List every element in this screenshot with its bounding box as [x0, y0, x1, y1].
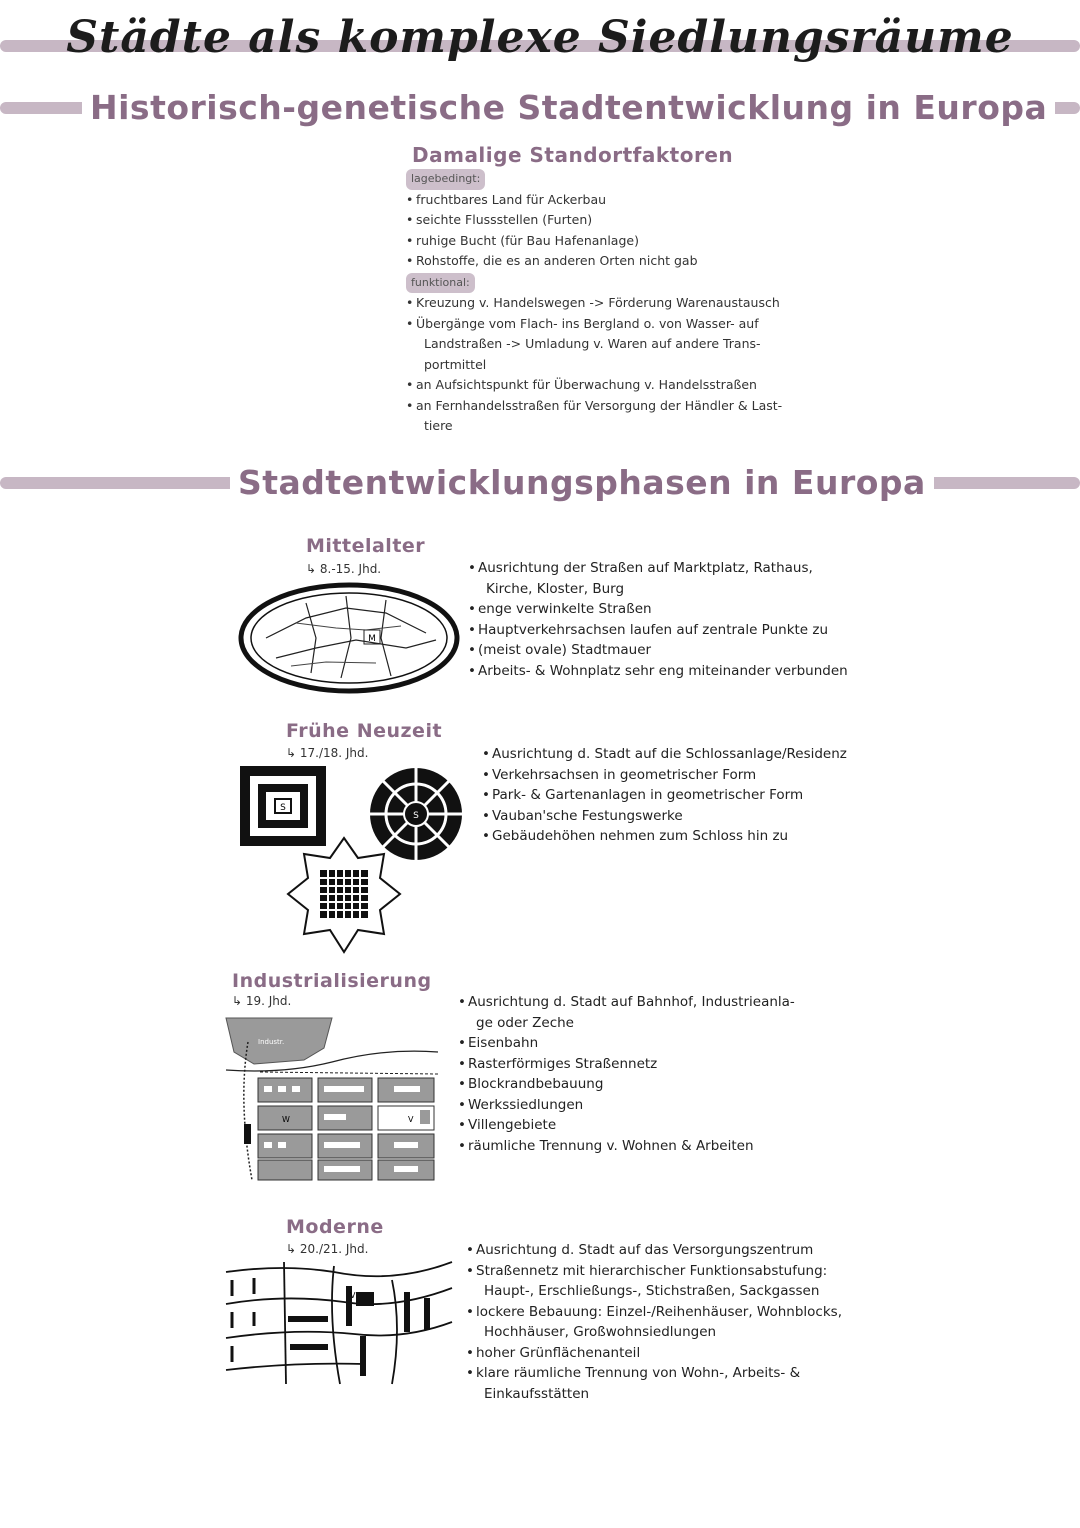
- list-item: • Blockrandbebauung: [458, 1074, 795, 1095]
- list-item: ge oder Zeche: [476, 1014, 574, 1031]
- list-item: • Kreuzung v. Handelswegen -> Förderung Warenaustausch: [406, 293, 782, 314]
- list-item: • Übergänge vom Flach- ins Bergland o. von Wasser- auf: [406, 314, 782, 335]
- list-item: • (meist ovale) Stadtmauer: [468, 640, 848, 661]
- industry-label: Industr.: [258, 1038, 285, 1046]
- list-item: • Ausrichtung der Straßen auf Marktplatz, Rathaus,: [468, 558, 848, 579]
- list-item: • Straßennetz mit hierarchischer Funktionsabstufung:: [466, 1261, 842, 1282]
- list-item: • Gebäudehöhen nehmen zum Schloss hin zu: [482, 826, 847, 847]
- baroque-city-diagrams: [236, 762, 468, 954]
- list-item: • räumliche Trennung v. Wohnen & Arbeiten: [458, 1136, 795, 1157]
- list-item: • Park- & Gartenanlagen in geometrischer Form: [482, 785, 847, 806]
- list-item: • an Aufsichtspunkt für Überwachung v. Handelsstraßen: [406, 375, 782, 396]
- tag-lagebedingt: lagebedingt:: [406, 169, 485, 190]
- fruehe-neuzeit-list: [482, 744, 847, 847]
- list-item: • Eisenbahn: [458, 1033, 795, 1054]
- phase-date-mittelalter: ↳ 8.-15. Jhd.: [306, 562, 382, 576]
- list-item: • enge verwinkelte Straßen: [468, 599, 848, 620]
- list-item: • Villengebiete: [458, 1115, 795, 1136]
- phase-date-industrialisierung: ↳ 19. Jhd.: [232, 994, 292, 1008]
- main-title: Städte als komplexe Siedlungsräume: [66, 12, 1014, 63]
- list-item: Hochhäuser, Großwohnsiedlungen: [484, 1324, 717, 1340]
- phase-date-fruehe-neuzeit: ↳ 17./18. Jhd.: [286, 746, 369, 760]
- list-item: [406, 272, 782, 294]
- list-item: Landstraßen -> Umladung v. Waren auf andere Trans-: [424, 336, 761, 351]
- villa-label-modern: V: [350, 1291, 356, 1300]
- industrial-city-map: [224, 1012, 440, 1182]
- list-item: • ruhige Bucht (für Bau Hafenanlage): [406, 231, 782, 252]
- section1-title: Historisch-genetische Stadtentwicklung in Europa: [82, 88, 1055, 127]
- mittelalter-list: [468, 558, 848, 681]
- list-item: • Verkehrsachsen in geometrischer Form: [482, 765, 847, 786]
- tag-funktional: funktional:: [406, 273, 475, 294]
- workers-label: W: [282, 1115, 290, 1124]
- castle-label-radial: S: [413, 811, 419, 821]
- list-item: • Ausrichtung d. Stadt auf das Versorgungszentrum: [466, 1240, 842, 1261]
- list-item: • Hauptverkehrsachsen laufen auf zentrale Punkte zu: [468, 620, 848, 641]
- list-item: • seichte Flussstellen (Furten): [406, 210, 782, 231]
- list-item: • Arbeits- & Wohnplatz sehr eng miteinander verbunden: [468, 661, 848, 682]
- list-item: • Vauban'sche Festungswerke: [482, 806, 847, 827]
- list-item: tiere: [424, 418, 453, 433]
- castle-label-square: S: [280, 803, 286, 813]
- list-item: Haupt-, Erschließungs-, Stichstraßen, Sackgassen: [484, 1283, 820, 1299]
- list-item: • fruchtbares Land für Ackerbau: [406, 190, 782, 211]
- modern-city-map: [224, 1258, 456, 1388]
- standortfaktoren-list: [406, 168, 782, 437]
- list-item: • hoher Grünflächenanteil: [466, 1343, 842, 1364]
- list-item: Kirche, Kloster, Burg: [486, 580, 625, 597]
- phase-title-mittelalter: Mittelalter: [306, 535, 426, 557]
- phase-title-fruehe-neuzeit: Frühe Neuzeit: [286, 720, 443, 742]
- villa-label: V: [408, 1115, 414, 1124]
- medieval-market-label: M: [368, 634, 376, 644]
- list-item: [406, 168, 782, 190]
- list-item: • Werkssiedlungen: [458, 1095, 795, 1116]
- list-item: • Ausrichtung d. Stadt auf die Schlossanlage/Residenz: [482, 744, 847, 765]
- list-item: • klare räumliche Trennung von Wohn-, Arbeits- &: [466, 1363, 842, 1384]
- list-item: Einkaufsstätten: [484, 1385, 590, 1402]
- list-item: • lockere Bebauung: Einzel-/Reihenhäuser, Wohnblocks,: [466, 1302, 842, 1323]
- phase-date-moderne: ↳ 20./21. Jhd.: [286, 1242, 369, 1256]
- list-item: • Rasterförmiges Straßennetz: [458, 1054, 795, 1075]
- list-item: portmittel: [424, 356, 487, 372]
- phase-title-moderne: Moderne: [286, 1216, 384, 1238]
- list-item: • Ausrichtung d. Stadt auf Bahnhof, Industrieanla-: [458, 992, 795, 1013]
- medieval-city-map: [236, 578, 462, 698]
- list-item: • Rohstoffe, die es an anderen Orten nicht gab: [406, 251, 782, 272]
- section2-title: Stadtentwicklungsphasen in Europa: [230, 463, 934, 502]
- list-item: • an Fernhandelsstraßen für Versorgung der Händler & Last-: [406, 396, 782, 417]
- section1-subtitle: Damalige Standortfaktoren: [412, 143, 734, 167]
- phase-title-industrialisierung: Industrialisierung: [232, 970, 432, 992]
- industrialisierung-list: [458, 992, 795, 1156]
- moderne-list: [466, 1240, 842, 1404]
